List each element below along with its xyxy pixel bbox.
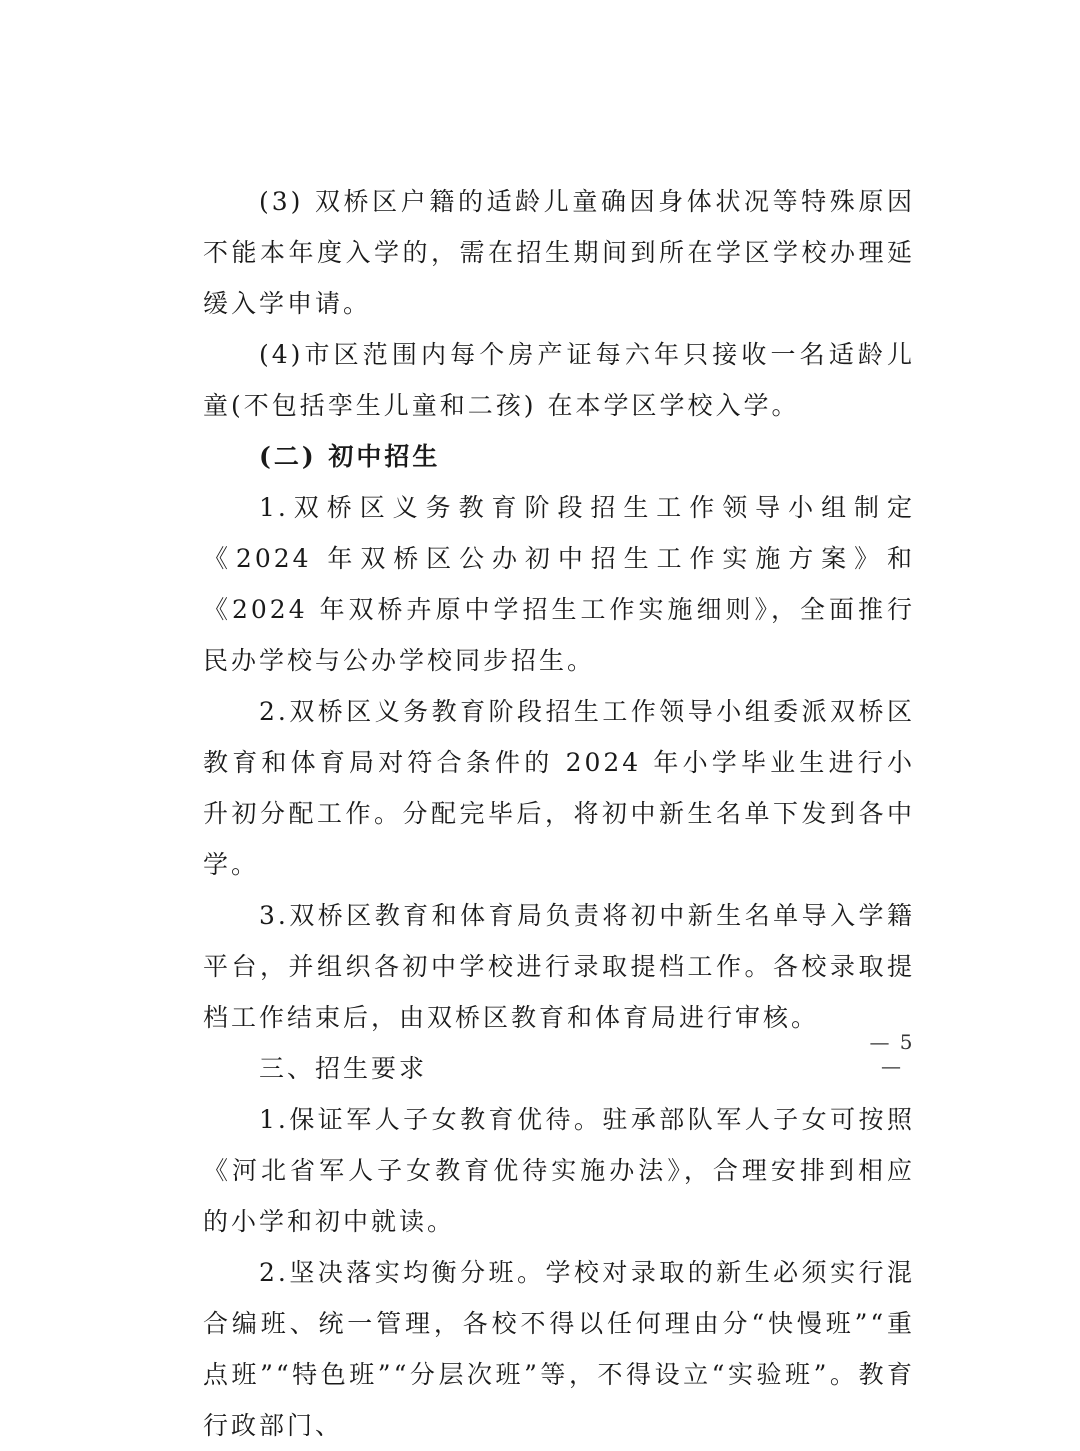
paragraph-junior-1: 1.双桥区义务教育阶段招生工作领导小组制定《2024 年双桥区公办初中招生工作实施方案》和《2024 年双桥卉原中学招生工作实施细则》，全面推行民办学校与公办学校同步招生。 <box>203 493 915 675</box>
paragraph-requirement-2: 2.坚决落实均衡分班。学校对录取的新生必须实行混合编班、统一管理，各校不得以任何理由分“快慢班”“重点班”“特色班”“分层次班”等，不得设立“实验班”。教育行政部门、 <box>203 1258 915 1440</box>
section-heading-requirements: 三、招生要求 <box>259 1054 428 1083</box>
section-heading-junior-high: (二) 初中招生 <box>259 442 441 471</box>
page-number: — 5 — <box>869 1030 915 1078</box>
paragraph-3-deferred-enrollment: (3) 双桥区户籍的适龄儿童确因身体状况等特殊原因不能本年度入学的，需在招生期间到所在学区学校办理延缓入学申请。 <box>203 187 915 318</box>
paragraph-4-property-certificate: (4)市区范围内每个房产证每六年只接收一名适龄儿童(不包括孪生儿童和二孩) 在本学区学校入学。 <box>203 340 915 420</box>
paragraph-junior-3: 3.双桥区教育和体育局负责将初中新生名单导入学籍平台，并组织各初中学校进行录取提档工作。各校录取提档工作结束后，由双桥区教育和体育局进行审核。 <box>203 901 915 1032</box>
paragraph-requirement-1: 1.保证军人子女教育优待。驻承部队军人子女可按照《河北省军人子女教育优待实施办法》，合理安排到相应的小学和初中就读。 <box>203 1105 915 1236</box>
document-body <box>203 176 915 1451</box>
paragraph-junior-2: 2.双桥区义务教育阶段招生工作领导小组委派双桥区教育和体育局对符合条件的 2024 年小学毕业生进行小升初分配工作。分配完毕后，将初中新生名单下发到各中学。 <box>203 697 915 879</box>
